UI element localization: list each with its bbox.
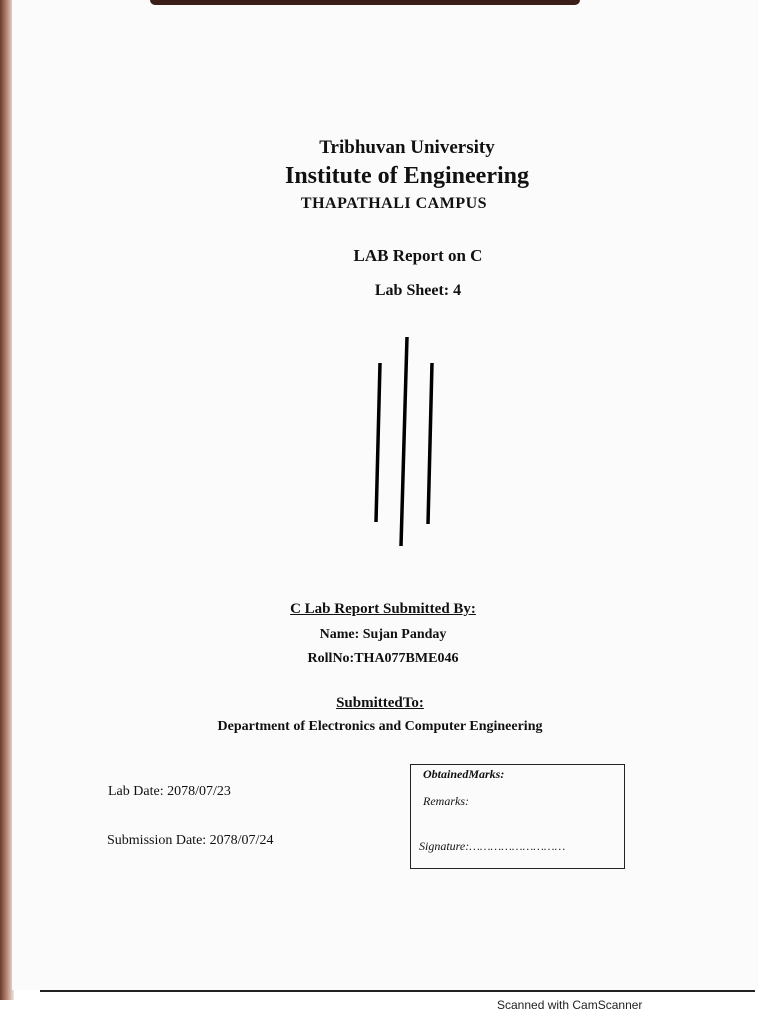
marks-box <box>410 764 625 869</box>
bottom-edge-line <box>40 990 755 992</box>
decorative-line-right <box>428 363 432 524</box>
roll-number: RollNo:THA077BME046 <box>307 651 459 666</box>
lab-sheet-number: Lab Sheet: 4 <box>374 282 462 299</box>
report-title: LAB Report on C <box>353 246 483 265</box>
remarks-label: Remarks: <box>423 794 469 808</box>
campus-name: THAPATHALI CAMPUS <box>300 195 488 212</box>
decorative-line-middle <box>401 337 407 546</box>
department-name: Department of Electronics and Computer Engineering <box>217 719 543 734</box>
decorative-line-left <box>376 363 380 522</box>
submitted-by-heading: C Lab Report Submitted By: <box>290 601 476 617</box>
submission-date: Submission Date: 2078/07/24 <box>107 833 274 848</box>
lab-date: Lab Date: 2078/07/23 <box>108 784 231 799</box>
institute-name: Institute of Engineering <box>284 163 530 189</box>
top-edge-shadow <box>150 0 580 5</box>
scanner-watermark: Scanned with CamScanner <box>497 998 643 1012</box>
signature-label: Signature:……………………… <box>419 839 566 853</box>
university-name: Tribhuvan University <box>319 137 495 158</box>
decorative-vertical-lines <box>360 330 450 560</box>
obtained-marks-label: ObtainedMarks: <box>423 767 505 781</box>
submitted-to-heading: SubmittedTo: <box>336 695 424 711</box>
student-name: Name: Sujan Panday <box>319 627 447 642</box>
